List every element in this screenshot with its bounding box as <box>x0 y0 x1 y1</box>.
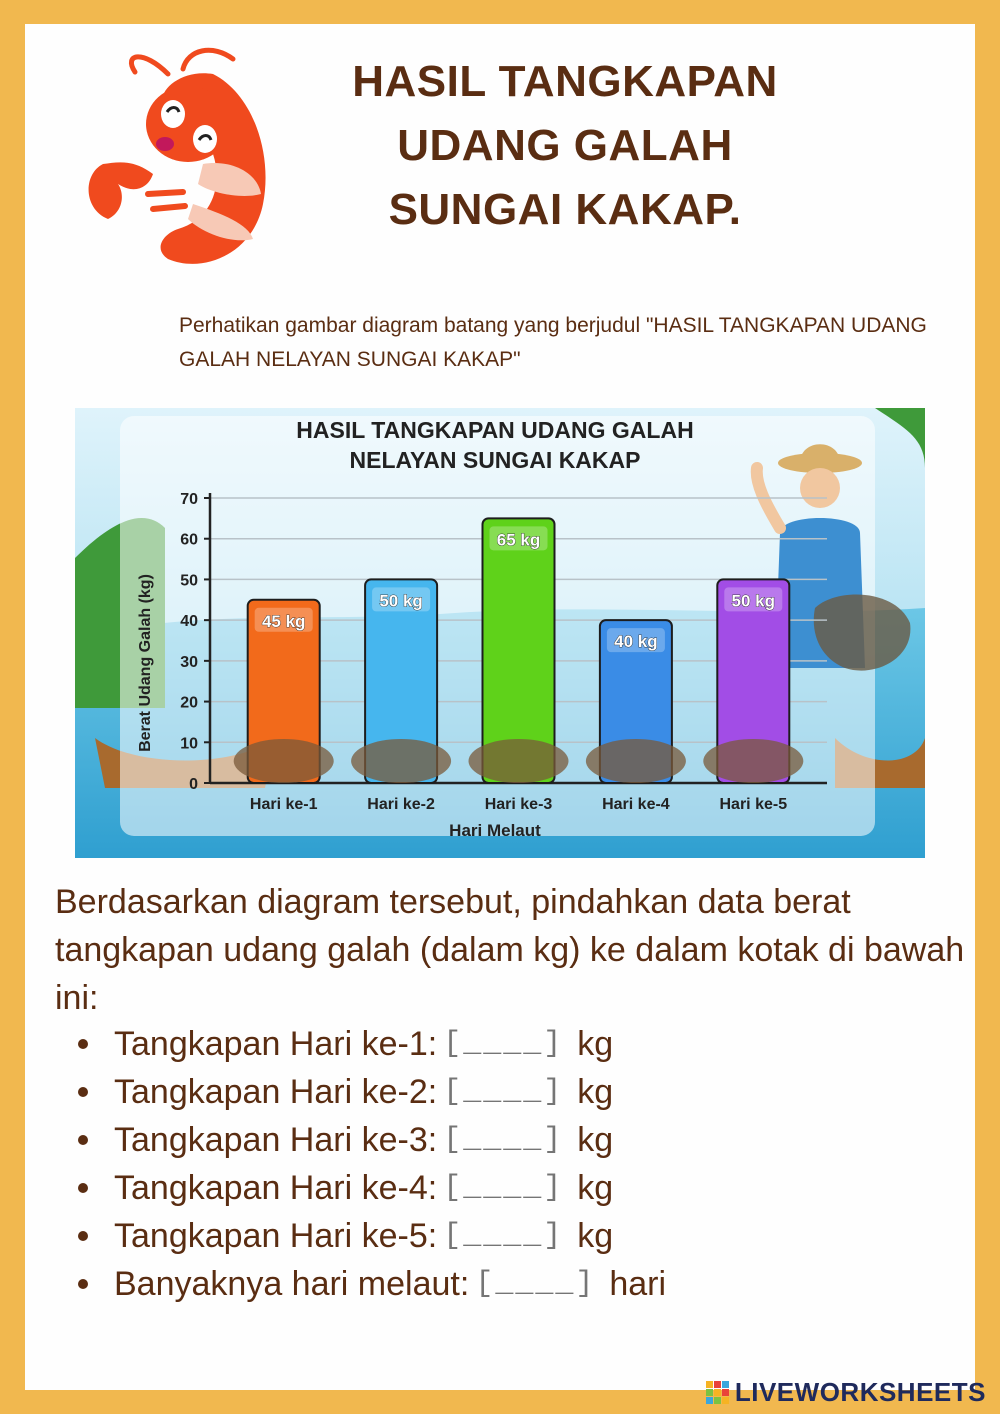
answer-item-day-5 <box>68 1212 666 1260</box>
answer-input-days[interactable] <box>475 1267 603 1301</box>
answer-unit: kg <box>577 1169 614 1207</box>
x-tick-label: Hari ke-3 <box>484 796 553 813</box>
answer-item-days <box>68 1260 666 1308</box>
answer-item-day-2 <box>68 1068 666 1116</box>
data-label: 50 kg <box>379 591 423 611</box>
y-tick-label: 30 <box>180 653 198 671</box>
y-tick-label: 10 <box>180 735 198 753</box>
bullet-icon <box>78 1183 88 1193</box>
shrimp-pile-icon <box>351 739 451 783</box>
answer-label: Tangkapan Hari ke-3: <box>114 1121 438 1159</box>
shrimp-pile-icon <box>469 739 569 783</box>
y-tick-label: 70 <box>180 491 198 508</box>
liveworksheets-logo[interactable] <box>706 1377 986 1408</box>
answer-unit: kg <box>577 1025 614 1063</box>
answer-input-day-4[interactable] <box>443 1171 571 1205</box>
answer-unit: kg <box>577 1121 614 1159</box>
data-label: 65 kg <box>496 530 541 550</box>
x-axis-label: Hari Melaut <box>449 821 541 840</box>
answer-input-day-3[interactable] <box>443 1123 571 1157</box>
y-tick-label: 60 <box>180 531 198 549</box>
answer-label: Banyaknya hari melaut: <box>114 1265 470 1303</box>
answer-list <box>68 1020 666 1308</box>
bullet-icon <box>78 1231 88 1241</box>
page-title-line: SUNGAI KAKAP. <box>388 185 742 234</box>
y-tick-label: 50 <box>180 572 198 590</box>
liveworksheets-logo-icon <box>706 1381 729 1404</box>
answer-unit: hari <box>609 1265 667 1303</box>
chart-title-line: HASIL TANGKAPAN UDANG GALAH <box>296 417 694 443</box>
answer-input-day-2[interactable] <box>443 1075 571 1109</box>
answer-label: Tangkapan Hari ke-5: <box>114 1217 438 1255</box>
shrimp-pile-icon <box>586 739 686 783</box>
x-tick-label: Hari ke-4 <box>602 796 670 813</box>
shrimp-pile-icon <box>703 739 803 783</box>
answer-label: Tangkapan Hari ke-1: <box>114 1025 438 1063</box>
shrimp-mascot-icon <box>73 44 283 279</box>
y-tick-label: 20 <box>180 694 198 712</box>
liveworksheets-logo-text: LIVEWORKSHEETS <box>734 1377 986 1407</box>
bullet-icon <box>78 1135 88 1145</box>
bullet-icon <box>78 1279 88 1289</box>
answer-unit: kg <box>577 1073 614 1111</box>
page-title-line: UDANG GALAH <box>397 121 733 170</box>
y-tick-label: 0 <box>189 776 198 793</box>
x-tick-label: Hari ke-1 <box>249 796 318 813</box>
answer-item-day-3 <box>68 1116 666 1164</box>
data-label: 50 kg <box>731 591 776 611</box>
answer-input-day-1[interactable] <box>443 1027 571 1061</box>
page-title <box>315 50 815 242</box>
answer-input-day-5[interactable] <box>443 1219 571 1253</box>
data-label: 45 kg <box>261 611 306 631</box>
instruction-text: Perhatikan gambar diagram batang yang berjudul "HASIL TANGKAPAN UDANG GALAH NELAYAN SUNGAI KAKAP" <box>179 314 927 371</box>
question-text: Berdasarkan diagram tersebut, pindahkan data berat tangkapan udang galah (dalam kg) ke dalam kotak di bawah ini: <box>55 883 965 1017</box>
data-label: 40 kg <box>614 632 658 652</box>
answer-item-day-1 <box>68 1020 666 1068</box>
chart-title-line: NELAYAN SUNGAI KAKAP <box>349 447 641 473</box>
y-tick-label: 40 <box>180 613 198 631</box>
bar-chart <box>75 408 925 858</box>
x-tick-label: Hari ke-2 <box>367 796 435 813</box>
answer-label: Tangkapan Hari ke-4: <box>114 1169 438 1207</box>
answer-item-day-4 <box>68 1164 666 1212</box>
bullet-icon <box>78 1087 88 1097</box>
answer-unit: kg <box>577 1217 614 1255</box>
answer-label: Tangkapan Hari ke-2: <box>114 1073 438 1111</box>
bullet-icon <box>78 1039 88 1049</box>
page-title-line: HASIL TANGKAPAN <box>352 57 778 106</box>
y-axis-label: Berat Udang Galah (kg) <box>137 574 154 752</box>
shrimp-pile-icon <box>234 739 334 783</box>
x-tick-label: Hari ke-5 <box>719 796 788 813</box>
